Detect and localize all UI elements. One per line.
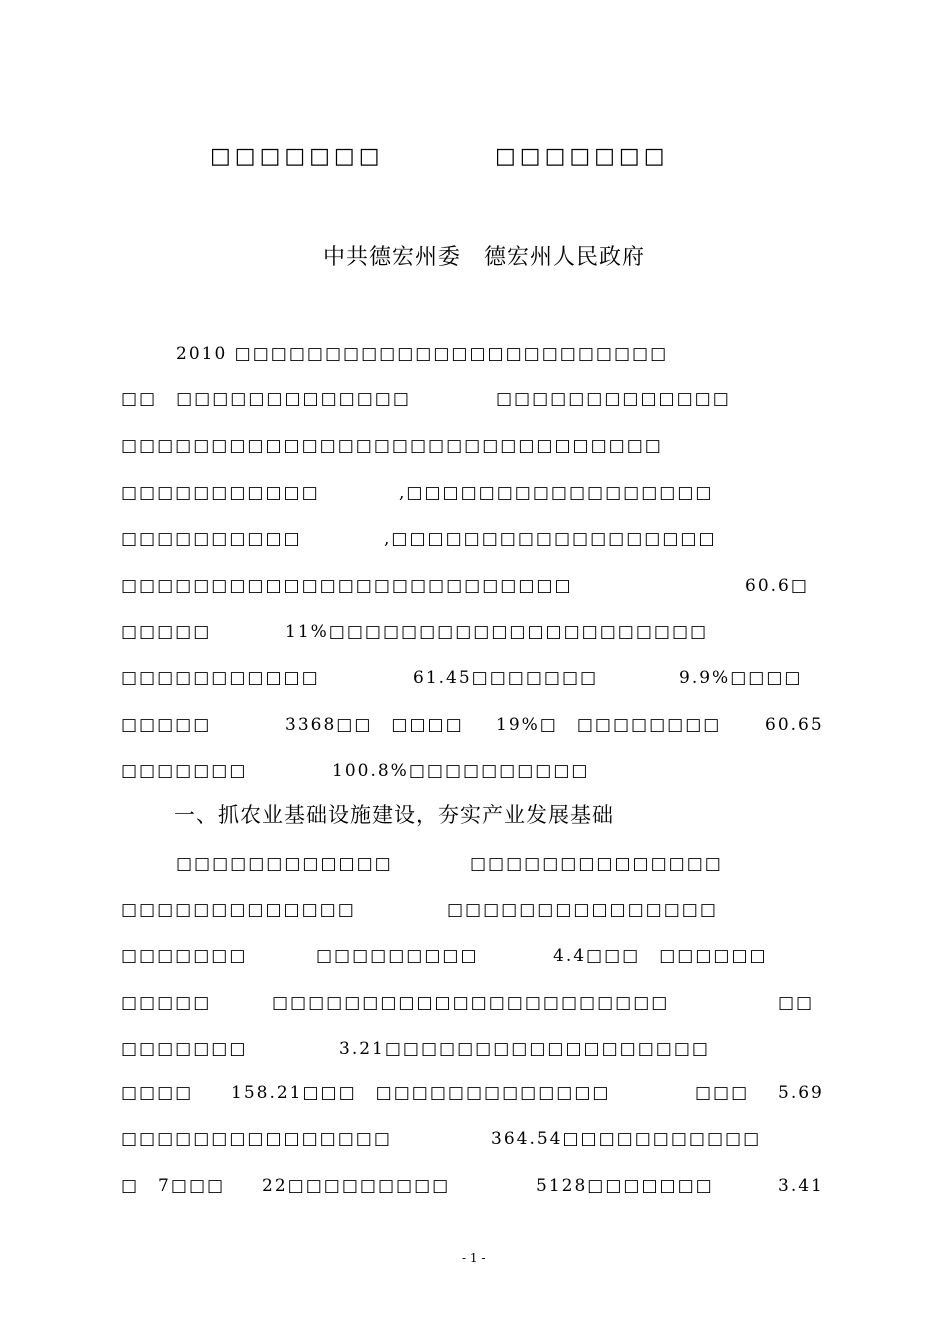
body-text: □□□□□□□□□□□□□ (121, 900, 356, 920)
body-text: □□ □□□□□□□□□□□□□ (121, 389, 411, 409)
body-text: □□□□□□□□□□□□□□□ (121, 1129, 392, 1149)
body-text: 364.54□□□□□□□□□□□ (491, 1129, 762, 1149)
body-text: 9.9%□□□□ (679, 668, 803, 688)
body-text: 19%□ □□□□□□□□ (496, 715, 722, 735)
body-text: □□ (778, 993, 815, 1013)
body-text: ,□□□□□□□□□□□□□□□□□□ (384, 529, 717, 549)
body-text: 60.65 (765, 715, 824, 735)
body-text: 5.69 (778, 1083, 824, 1103)
body-text: □□□□□□□□□□□□□□□□□□□□□□□□□ (121, 576, 573, 596)
body-text: □□□□□ (121, 993, 212, 1013)
body-text: □□□□□□□□□□□ (121, 668, 320, 688)
body-text: 4.4□□□ □□□□□□ (553, 946, 768, 966)
body-text: 3.41 (778, 1176, 824, 1196)
body-text: 60.6□ (745, 576, 809, 596)
body-text: 61.45□□□□□□□ (413, 668, 599, 688)
section-heading: 一、抓农业基础设施建设，夯实产业发展基础 (174, 803, 614, 827)
body-text: □□□□□□□□□□□□□□□□□□□□□□□□□□□□□□ (121, 436, 663, 456)
body-text: 3368□□ □□□□ (285, 715, 464, 735)
body-text: □□□□□□□□□□□□□ (496, 389, 731, 409)
body-text: 100.8%□□□□□□□□□□ (332, 761, 590, 781)
body-text: ,□□□□□□□□□□□□□□□□□ (399, 483, 714, 503)
body-text: □□□□□□□□□□□□□□ (470, 854, 723, 874)
body-text: □□□□□□□□□□□□□□□□□□□□□□ (272, 993, 670, 1013)
body-text: □□□□ (121, 1083, 194, 1103)
body-text: □□□□□□□□□ (316, 946, 479, 966)
body-text: □□□□□□□□□□□□□□□ (447, 900, 718, 920)
body-text: □□□ (695, 1083, 750, 1103)
body-text: 2010 □□□□□□□□□□□□□□□□□□□□□□□□ (176, 344, 669, 364)
title-left: □□□□□□□ (210, 144, 384, 169)
body-text: 158.21□□□ □□□□□□□□□□□□□ (231, 1083, 611, 1103)
body-text: □□□□□□□□□□□ (121, 483, 320, 503)
body-text: □ 7□□□ (121, 1176, 226, 1196)
body-text: □□□□□□□ (121, 1039, 248, 1059)
body-text: □□□□□ (121, 715, 212, 735)
page-number: - 1 - (462, 1251, 486, 1265)
body-text: □□□□□□□ (121, 946, 248, 966)
authors-line: 中共德宏州委 德宏州人民政府 (323, 245, 646, 270)
body-text: 5128□□□□□□□ (536, 1176, 714, 1196)
body-text: □□□□□□□□□□□□ (176, 854, 393, 874)
body-text: 11%□□□□□□□□□□□□□□□□□□□□□ (285, 622, 709, 642)
body-text: □□□□□ (121, 622, 212, 642)
body-text: 22□□□□□□□□□ (262, 1176, 451, 1196)
body-text: 3.21□□□□□□□□□□□□□□□□□□ (339, 1039, 710, 1059)
body-text: □□□□□□□ (121, 761, 248, 781)
body-text: □□□□□□□□□□ (121, 529, 302, 549)
title-right: □□□□□□□ (495, 144, 669, 169)
